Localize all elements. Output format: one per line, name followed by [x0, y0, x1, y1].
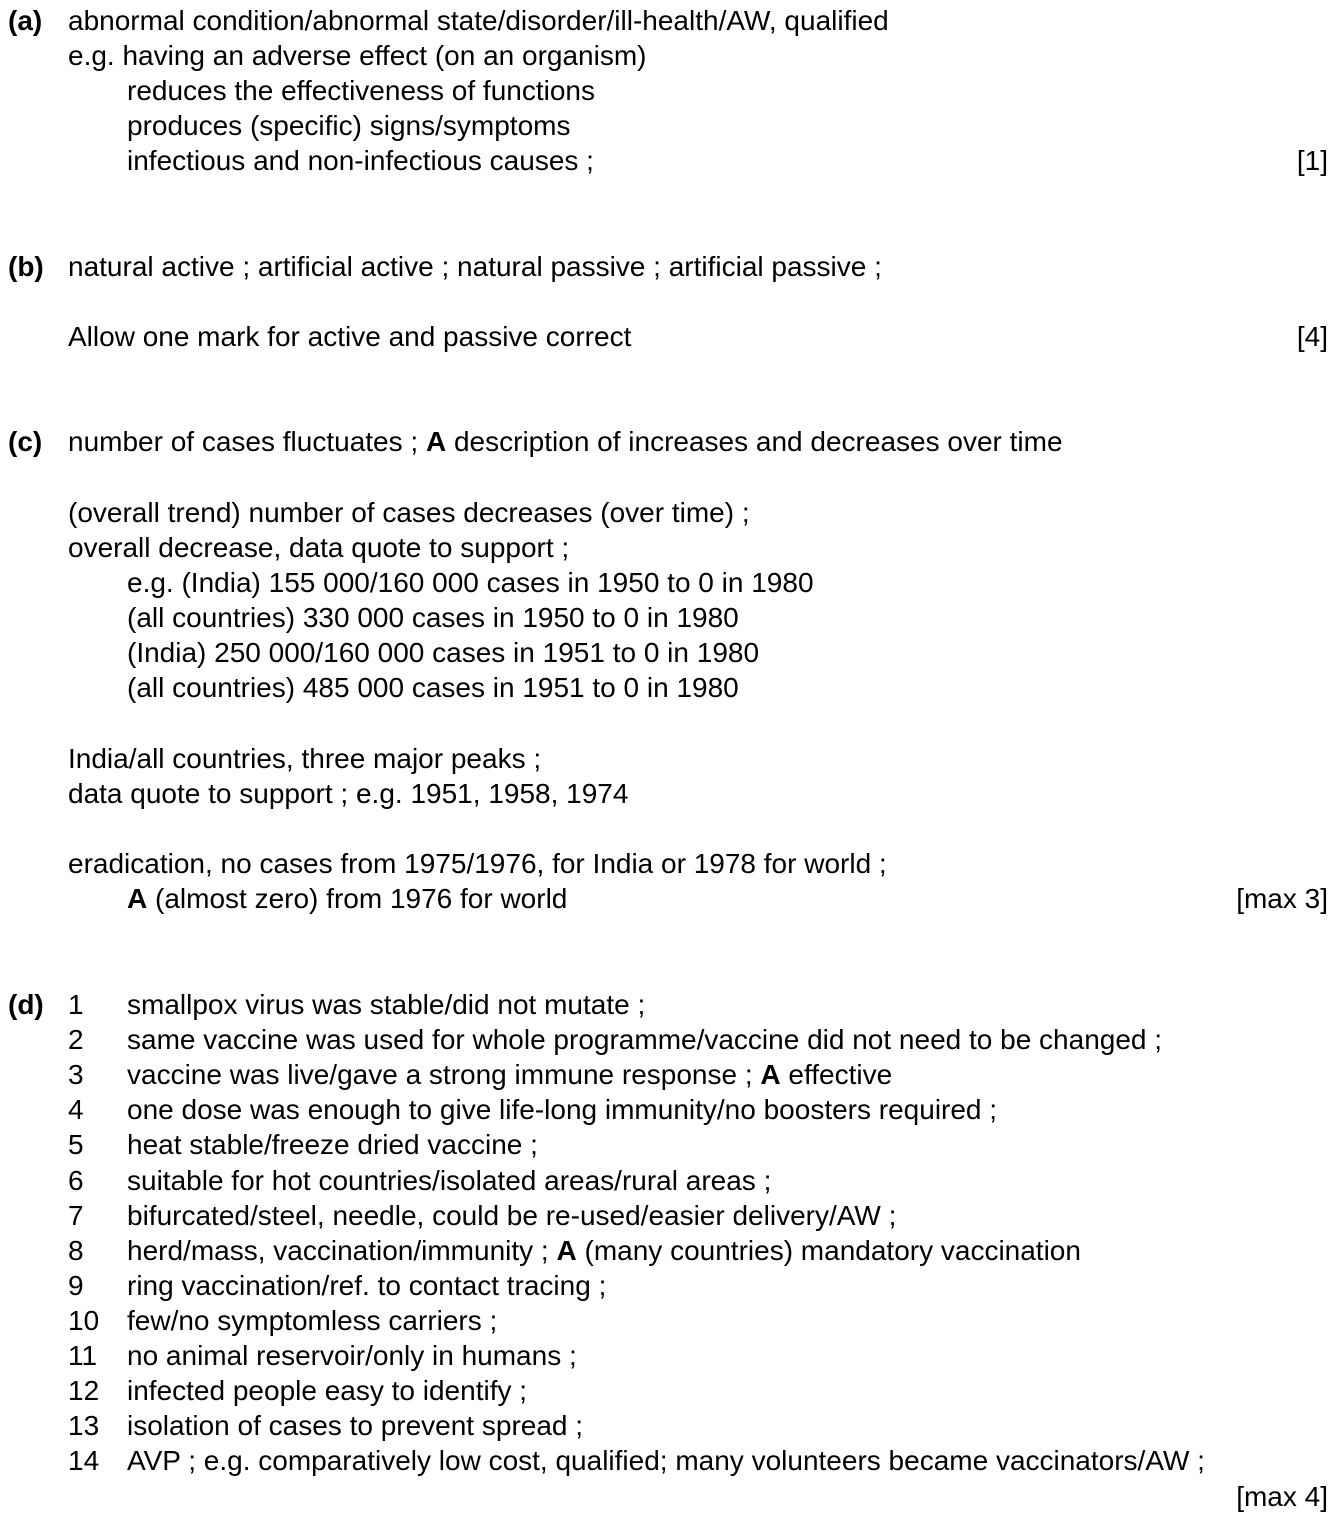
text-line: natural active ; artificial active ; natural passive ; artificial passive ;: [68, 251, 882, 282]
list-item-text: isolation of cases to prevent spread ;: [127, 1410, 584, 1442]
list-item-number: 4: [68, 1094, 84, 1126]
text-line: abnormal condition/abnormal state/disorder/ill-health/AW, qualified: [68, 5, 889, 36]
text-line: (all countries) 485 000 cases in 1951 to 0 in 1980: [127, 672, 739, 703]
list-item: [127, 1022, 1162, 1057]
list-item: [127, 1443, 1205, 1478]
list-item-text: ring vaccination/ref. to contact tracing ;: [127, 1269, 607, 1301]
section-label: (b): [8, 251, 44, 282]
text-line: data quote to support ; e.g. 1951, 1958, 1974: [68, 778, 629, 809]
list-item-number: 8: [68, 1234, 84, 1266]
list-item-number: 5: [68, 1129, 84, 1161]
list-item: [127, 1198, 896, 1233]
text-line: [127, 881, 567, 916]
text-line: infectious and non-infectious causes ;: [127, 145, 594, 176]
text-line: produces (specific) signs/symptoms: [127, 110, 571, 141]
list-item: [127, 1303, 497, 1338]
list-item-text: suitable for hot countries/isolated areas/rural areas ;: [127, 1164, 772, 1196]
text-line: India/all countries, three major peaks ;: [68, 743, 542, 774]
list-item: [127, 1163, 771, 1198]
section-label: (a): [8, 5, 43, 36]
list-item-number: 10: [68, 1304, 100, 1336]
list-item-text: vaccine was live/gave a strong immune response ;: [127, 1059, 761, 1091]
text-line: [68, 424, 1063, 459]
list-item-text: effective: [780, 1059, 893, 1091]
list-item: [127, 1408, 583, 1443]
text-line: overall decrease, data quote to support ;: [68, 532, 570, 563]
list-item-number: 2: [68, 1024, 84, 1056]
mark-allocation: [4]: [1296, 321, 1328, 352]
mark-allocation: [max 4]: [1236, 1481, 1328, 1512]
list-item-text: bifurcated/steel, needle, could be re-used/easier delivery/AW ;: [127, 1199, 897, 1231]
text-line: (overall trend) number of cases decreases (over time) ;: [68, 497, 750, 528]
text-span: description of increases and decreases over time: [446, 426, 1063, 457]
list-item-text: herd/mass, vaccination/immunity ;: [127, 1234, 557, 1266]
accept-marker: A: [127, 883, 148, 914]
mark-allocation: [1]: [1296, 145, 1328, 176]
list-item: [127, 1268, 606, 1303]
accept-marker: A: [425, 426, 447, 457]
list-item: [127, 1057, 892, 1092]
list-item-number: 6: [68, 1164, 84, 1196]
list-item-text: smallpox virus was stable/did not mutate ;: [127, 989, 646, 1020]
list-item: [127, 1338, 577, 1373]
list-item-text: heat stable/freeze dried vaccine ;: [127, 1129, 538, 1161]
accept-marker: A: [760, 1059, 781, 1091]
list-item-number: 7: [68, 1199, 84, 1231]
text-line: reduces the effectiveness of functions: [127, 75, 595, 106]
text-line: e.g. having an adverse effect (on an organism): [68, 40, 647, 71]
list-item-text: one dose was enough to give life-long immunity/no boosters required ;: [127, 1094, 998, 1126]
list-item-text: no animal reservoir/only in humans ;: [127, 1340, 577, 1371]
text-span: (almost zero) from 1976 for world: [147, 883, 568, 914]
list-item-text: (many countries) mandatory vaccination: [576, 1234, 1081, 1266]
text-line: Allow one mark for active and passive correct: [68, 321, 632, 352]
section-label: (c): [8, 426, 43, 457]
list-item-number: 12: [68, 1375, 100, 1407]
text-line: eradication, no cases from 1975/1976, for India or 1978 for world ;: [68, 848, 887, 879]
list-item-number: 9: [68, 1269, 84, 1301]
list-item: [127, 1127, 538, 1162]
list-item-number: 11: [68, 1340, 98, 1371]
list-item-number: 1: [68, 989, 84, 1020]
text-line: (all countries) 330 000 cases in 1950 to 0 in 1980: [127, 602, 739, 633]
text-span: number of cases fluctuates ;: [68, 426, 426, 457]
list-item: [127, 1233, 1081, 1268]
mark-allocation: [max 3]: [1236, 883, 1328, 914]
list-item-text: same vaccine was used for whole programme/vaccine did not need to be changed ;: [127, 1024, 1163, 1056]
list-item-number: 13: [68, 1410, 100, 1442]
list-item: [127, 987, 645, 1022]
list-item-text: AVP ; e.g. comparatively low cost, qualified; many volunteers became vaccinators/AW ;: [127, 1445, 1205, 1477]
text-line: e.g. (India) 155 000/160 000 cases in 1950 to 0 in 1980: [127, 567, 814, 598]
section-label: (d): [8, 989, 44, 1020]
list-item-number: 14: [68, 1445, 100, 1477]
list-item-text: few/no symptomless carriers ;: [127, 1304, 498, 1336]
list-item-text: infected people easy to identify ;: [127, 1375, 528, 1407]
list-item: [127, 1373, 527, 1408]
list-item: [127, 1092, 997, 1127]
list-item-number: 3: [68, 1059, 84, 1091]
accept-marker: A: [556, 1234, 577, 1266]
text-line: (India) 250 000/160 000 cases in 1951 to 0 in 1980: [127, 637, 760, 668]
